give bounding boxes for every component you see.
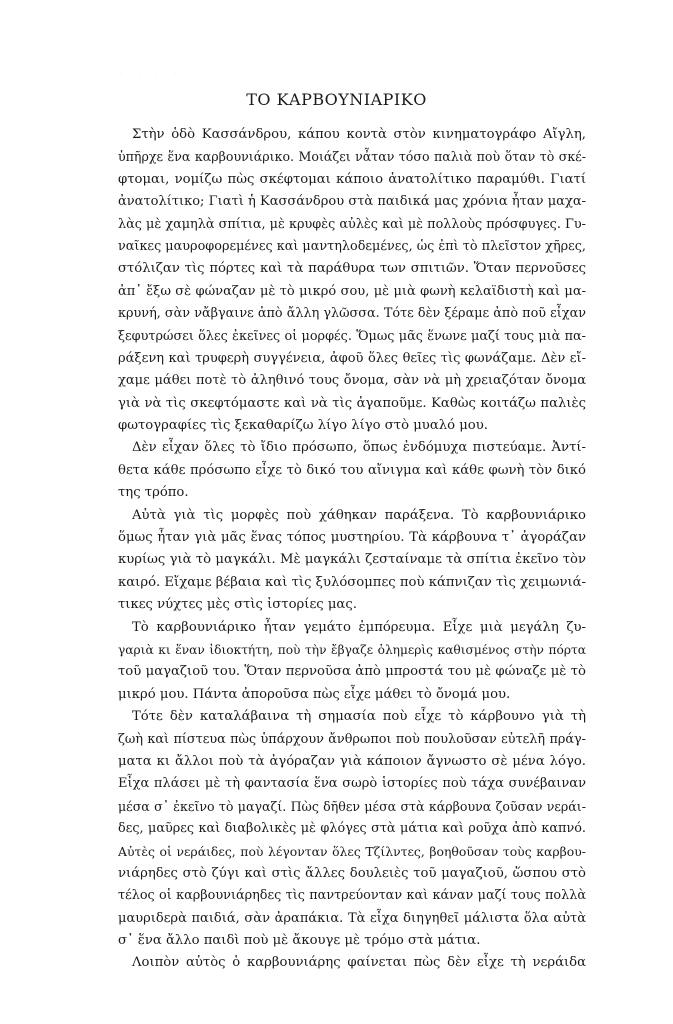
text-line: ξεφυτρώσει ὅλες ἐκεῖνες οἱ μορφές. Ὅμως μᾶς ἕνωνε μαζί τους μιὰ πα-	[118, 328, 586, 344]
text-line: Αὐτὰ γιὰ τὶς μορφὲς ποὺ χάθηκαν παράξενα. Τὸ καρβουνιάρικο	[132, 507, 586, 523]
chapter-title: ΤΟ ΚΑΡΒΟΥΝΙΑΡΙΚΟ	[246, 90, 427, 109]
text-line: κυρίως γιὰ τὸ μαγκάλι. Μὲ μαγκάλι ζεσταίναμε τὰ σπίτια ἐκεῖνο τὸν	[118, 552, 586, 568]
text-line: τικες νύχτες μὲς στὶς ἱστορίες μας.	[118, 597, 357, 613]
text-line: φωτογραφίες τὶς ξεκαθαρίζω λίγο λίγο στὸ μυαλό μου.	[118, 418, 488, 434]
text-line: Εἶχα πλάσει μὲ τὴ φαντασία ἕνα σωρὸ ἱστορίες ποὺ τάχα συνέβαιναν	[118, 776, 586, 792]
text-line: μικρό μου. Πάντα ἀποροῦσα πὼς εἶχε μάθει τὸ ὄνομά μου.	[118, 686, 511, 702]
text-line: Λοιπὸν αὐτὸς ὁ καρβουνιάρης φαίνεται πὼς δὲν εἶχε τὴ νεράιδα	[132, 955, 586, 971]
text-line: νιάρηδες στὸ ζύγι καὶ στὶς ἄλλες δουλειὲς τοῦ μαγαζιοῦ, ὥσπου στὸ	[118, 865, 586, 881]
text-line: θετα κάθε πρόσωπο εἶχε τὸ δικό του αἴνιγμα καὶ κάθε φωνὴ τὸν δικό	[118, 462, 586, 478]
page-smudge: · · · ·	[120, 70, 183, 80]
body-text	[118, 124, 586, 975]
text-line: τοῦ μαγαζιοῦ του. Ὅταν περνοῦσα ἀπὸ μπροστά του μὲ φώναζε μὲ τὸ	[118, 664, 586, 680]
text-line: Τότε δὲν καταλάβαινα τὴ σημασία ποὺ εἶχε τὸ κάρβουνο γιὰ τὴ	[132, 709, 586, 725]
text-line: λὰς μὲ χαμηλὰ σπίτια, μὲ κρυφὲς αὐλὲς καὶ μὲ πολλοὺς πρόσφυγες. Γυ-	[118, 216, 586, 232]
text-line: ὑπῆρχε ἕνα καρβουνιάρικο. Μοιάζει νἆταν τόσο παλιὰ ποὺ ὅταν τὸ σκέ-	[118, 149, 586, 165]
text-line: ναῖκες μαυροφορεμένες καὶ μαντηλοδεμένες, ὡς ἐπὶ τὸ πλεῖστον χῆρες,	[118, 238, 586, 254]
text-line: Τὸ καρβουνιάρικο ἦταν γεμάτο ἐμπόρευμα. Εἶχε μιὰ μεγάλη ζυ-	[132, 619, 586, 635]
text-line: τέλος οἱ καρβουνιάρηδες τὶς παντρεύονταν καὶ κάναν μαζί τους πολλὰ	[118, 888, 586, 904]
text-line: Αὐτὲς οἱ νεράιδες, ποὺ λέγονταν ὅλες Τζίλντες, βοηθοῦσαν τοὺς καρβου-	[118, 843, 586, 859]
text-line: στόλιζαν τὶς πόρτες καὶ τὰ παράθυρα των σπιτιῶν. Ὅταν περνοῦσες	[118, 261, 586, 277]
text-line: ἀπ᾿ ἔξω σὲ φώναζαν μὲ τὸ μικρό σου, μὲ μιὰ φωνὴ κελαϊδιστὴ καὶ μα-	[118, 283, 586, 299]
text-line: καιρό. Εἴχαμε βέβαια καὶ τὶς ξυλόσομπες ποὺ κάπνιζαν τὶς χειμωνιά-	[118, 574, 586, 590]
text-line: μαυριδερὰ παιδιά, σὰν ἀραπάκια. Τὰ εἶχα διηγηθεῖ μάλιστα ὅλα αὐτὰ	[118, 910, 586, 926]
text-line: μέσα σ᾿ ἐκεῖνο τὸ μαγαζί. Πὼς δῆθεν μέσα στὰ κάρβουνα ζοῦσαν νεράι-	[118, 798, 586, 814]
text-line: Δὲν εἶχαν ὅλες τὸ ἴδιο πρόσωπο, ὅπως ἐνδόμυχα πιστεύαμε. Ἀντί-	[132, 440, 586, 456]
text-line: ματα κι ἄλλοι ποὺ τὰ ἀγόραζαν γιὰ κάποιον ἄγνωστο σὲ μένα λόγο.	[118, 753, 586, 769]
text-line: ράξενη καὶ τρυφερὴ συγγένεια, ἀφοῦ ὅλες θεῖες τὶς φωνάζαμε. Δὲν εἴ-	[118, 350, 586, 366]
text-line: γιὰ νὰ τὶς σκεφτόμαστε καὶ νὰ τὶς ἀγαποῦμε. Καθὼς κοιτάζω παλιὲς	[118, 395, 586, 411]
text-line: Στὴν ὁδὸ Κασσάνδρου, κάπου κοντὰ στὸν κινηματογράφο Αἴγλη,	[132, 127, 586, 142]
text-line: χαμε μάθει ποτὲ τὸ ἀληθινό τους ὄνομα, σὰν νὰ μὴ χρειαζόταν ὄνομα	[118, 373, 586, 389]
text-line: της τρόπο.	[118, 485, 189, 501]
text-line: ἀνατολίτικο; Γιατὶ ἡ Κασσάνδρου στὰ παιδικά μας χρόνια ἦταν μαχα-	[118, 194, 586, 210]
text-line: δες, μαῦρες καὶ διαβολικὲς μὲ φλόγες στὰ μάτια καὶ ροῦχα ἀπὸ καπνό.	[118, 821, 586, 837]
text-line: φτομαι, νομίζω πὼς σκέφτομαι κάποιο ἀνατολίτικο παραμύθι. Γιατί	[118, 171, 586, 187]
text-line: ὅμως ἦταν γιὰ μᾶς ἕνας τόπος μυστηρίου. Τὰ κάρβουνα τ᾿ ἀγοράζαν	[118, 530, 586, 546]
text-line: ζωὴ καὶ πίστευα πὼς ὑπάρχουν ἄνθρωποι ποὺ πουλοῦσαν εὐτελῆ πράγ-	[118, 731, 586, 747]
text-line: γαριὰ κι ἕναν ἰδιοκτήτη, ποὺ τὴν ἔβγαζε ὁλημερὶς καθισμένος στὴν πόρτα	[118, 642, 586, 657]
text-line: κρυνή, σὰν νἄβγαινε ἀπὸ ἄλλη γλῶσσα. Τότε δὲν ξέραμε ἀπὸ ποῦ εἶχαν	[118, 306, 586, 322]
text-line: σ᾿ ἕνα ἄλλο παιδὶ ποὺ μὲ ἄκουγε μὲ τρόμο στὰ μάτια.	[118, 933, 481, 949]
